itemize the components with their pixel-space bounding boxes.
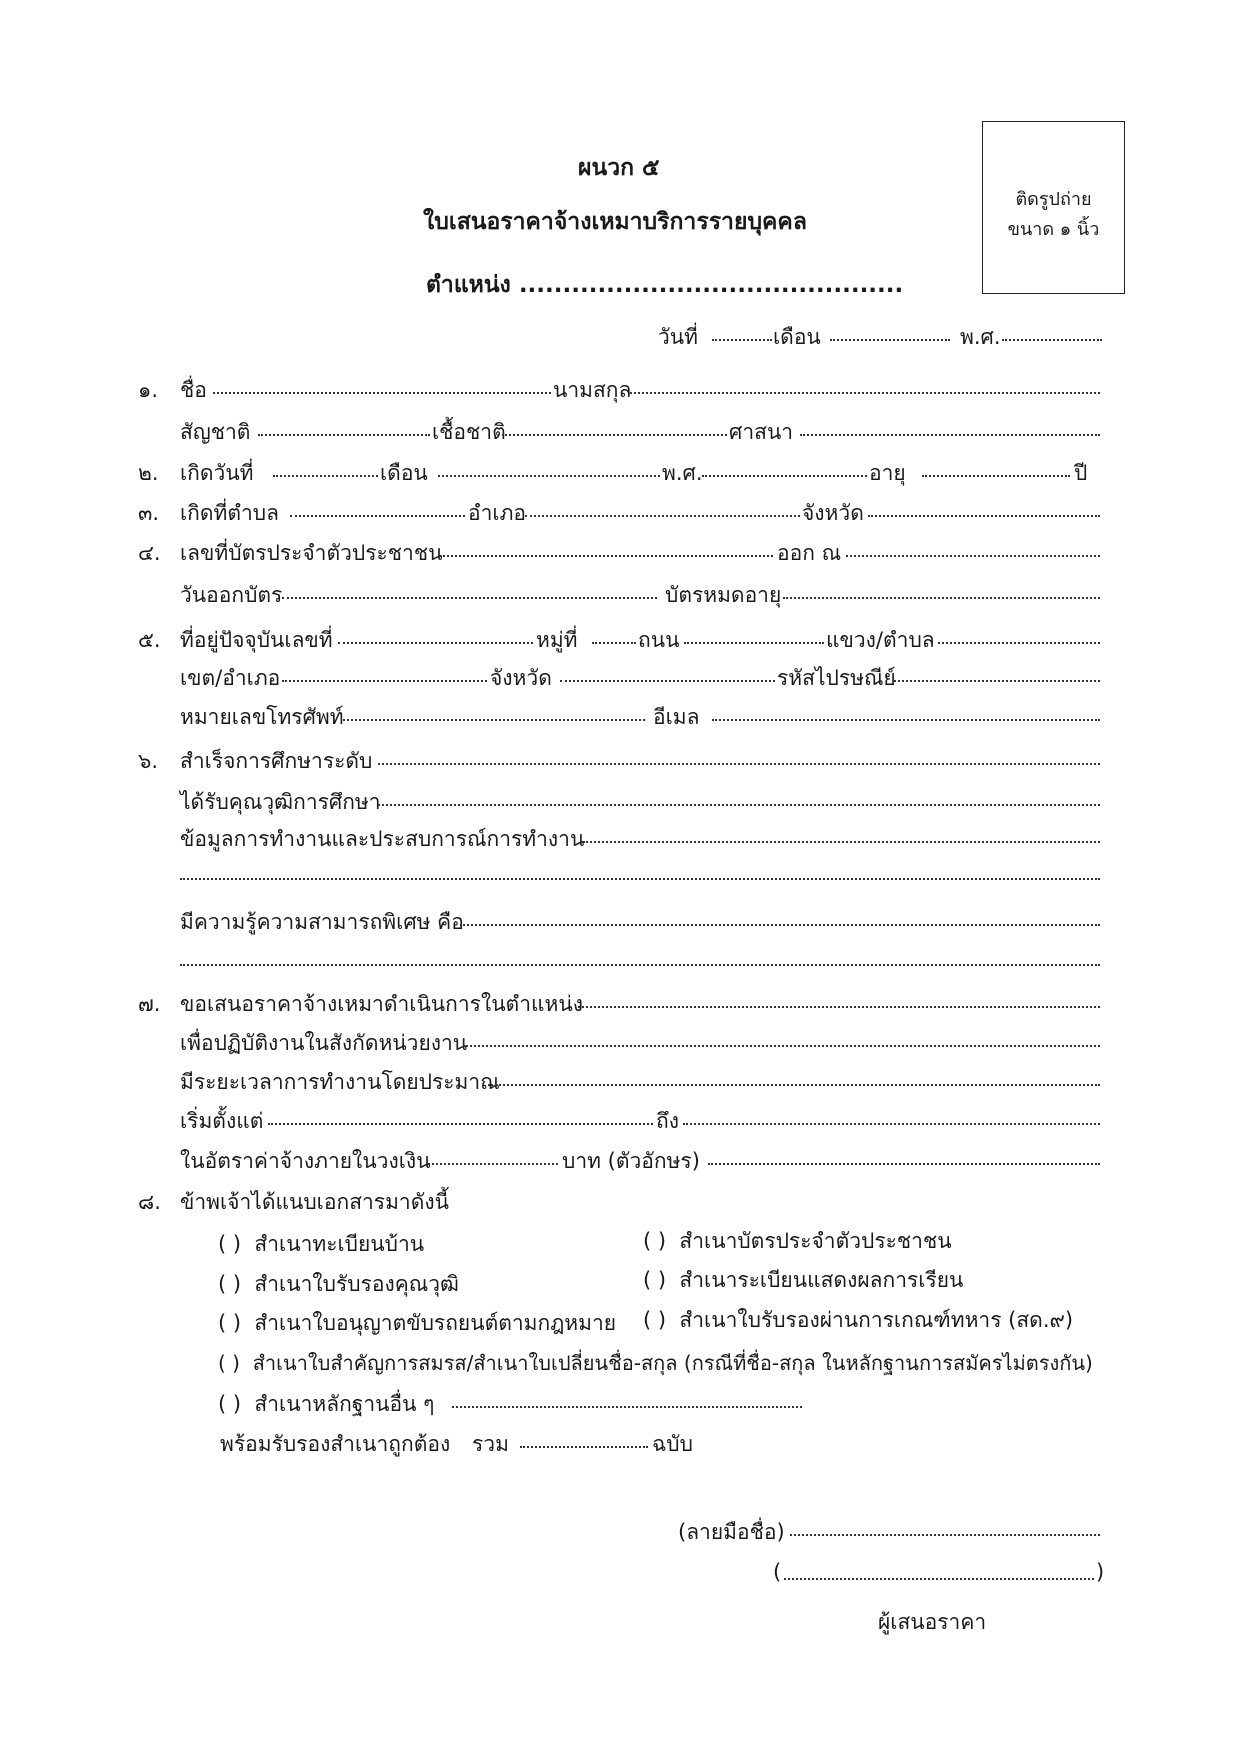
address-district-field[interactable] [282,680,487,682]
rate-field[interactable] [428,1163,558,1165]
certify-label: พร้อมรับรองสำเนาถูกต้อง [220,1432,451,1456]
race-label: เชื้อชาติ [432,420,506,444]
email-label: อีเมล [653,705,700,729]
section-8-row [0,1186,1240,1216]
section-4-number: ๔. [138,541,161,565]
section-4-row2 [0,579,1240,609]
phone-field[interactable] [343,719,645,721]
id-card-field[interactable] [440,555,773,557]
section-7-row4 [0,1105,1240,1135]
road-field[interactable] [684,642,824,644]
section-5-row2 [0,662,1240,692]
close-paren: ) [1096,1560,1105,1584]
checkbox[interactable]: ( ) [218,1392,242,1416]
unit-label: เพื่อปฏิบัติงานในสังกัดหน่วยงาน [180,1031,468,1055]
address-subdistrict-field[interactable] [938,642,1100,644]
attachment-label: สำเนาบัตรประจำตัวประชาชน [679,1229,952,1253]
offer-position-label: ขอเสนอราคาจ้างเหมาดำเนินการในตำแหน่ง [180,992,583,1016]
attachment-transcript[interactable] [643,1264,963,1297]
birth-day-label: เกิดวันที่ [180,461,254,485]
birth-month-field[interactable] [438,475,660,477]
issue-date-field[interactable] [282,597,657,599]
section-6-number: ๖. [138,749,159,773]
section-7-row3 [0,1066,1240,1096]
id-card-label: เลขที่บัตรประจำตัวประชาชน [180,541,443,565]
form-title: ใบเสนอราคาจ้างเหมาบริการรายบุคคล [423,209,807,235]
moo-label: หมู่ที่ [536,628,578,652]
email-field[interactable] [712,719,1100,721]
section-7-row2 [0,1027,1240,1057]
age-label: อายุ [869,461,906,485]
address-province-label: จังหวัด [490,666,552,690]
position-heading [426,267,903,303]
total-copies-field[interactable] [520,1446,648,1448]
attachment-house-registration[interactable] [218,1228,424,1261]
race-field[interactable] [502,434,727,436]
attachment-other-row [0,1388,1240,1418]
rate-text-field[interactable] [708,1163,1100,1165]
attachment-label: สำเนาใบอนุญาตขับรถยนต์ตามกฎหมาย [254,1311,617,1335]
date-day-field[interactable] [712,339,772,341]
name-field[interactable] [213,392,551,394]
birth-year-label: พ.ศ. [662,461,703,485]
surname-label: นามสกุล [553,378,632,402]
offer-position-field[interactable] [578,1006,1100,1008]
date-line [0,321,1240,351]
birth-province-label: จังหวัด [802,501,864,525]
section-5-row1 [0,624,1240,654]
birth-district-label: อำเภอ [468,501,527,525]
photo-box [982,121,1125,294]
age-field[interactable] [922,475,1070,477]
position-dots[interactable]: ............................................ [518,272,904,298]
birth-subdistrict-field[interactable] [290,515,465,517]
duration-field[interactable] [488,1084,1100,1086]
qualification-field[interactable] [378,804,1100,806]
surname-field[interactable] [630,392,1100,394]
road-label: ถนน [638,628,680,652]
education-level-label: สำเร็จการศึกษาระดับ [180,749,373,773]
attachment-label: สำเนาทะเบียนบ้าน [254,1232,425,1256]
birth-day-field[interactable] [273,475,378,477]
attachment-military-cert[interactable] [643,1304,1073,1337]
issue-date-label: วันออกบัตร [180,583,283,607]
birth-subdistrict-label: เกิดที่ตำบล [180,501,280,525]
attachments-intro: ข้าพเจ้าได้แนบเอกสารมาดังนี้ [180,1190,449,1214]
birth-year-field[interactable] [702,475,867,477]
rate-label: ในอัตราค่าจ้างภายในวงเงิน [180,1149,431,1173]
section-1-number: ๑. [138,378,159,402]
start-field[interactable] [268,1123,653,1125]
section-7-row1 [0,988,1240,1018]
birth-district-field[interactable] [525,515,800,517]
issued-at-label: ออก ณ [777,541,842,565]
address-province-field[interactable] [560,680,775,682]
religion-label: ศาสนา [729,420,794,444]
checkbox[interactable]: ( ) [643,1308,667,1332]
printed-name-field[interactable] [784,1578,1094,1580]
to-label: ถึง [656,1109,679,1133]
section-6-row1 [0,745,1240,775]
section-2-row [0,457,1240,487]
unit-field[interactable] [463,1045,1100,1047]
checkbox[interactable]: ( ) [218,1272,242,1296]
special-skills-field-2[interactable] [180,964,1100,966]
expiry-field[interactable] [783,597,1100,599]
checkbox[interactable]: ( ) [218,1232,242,1256]
religion-field[interactable] [800,434,1100,436]
education-level-field[interactable] [378,763,1100,765]
section-1-row2 [0,416,1240,446]
section-6-row5 [0,906,1240,936]
postcode-label: รหัสไปรษณีย์ [777,666,896,690]
attachment-other-field[interactable] [452,1406,802,1408]
total-label: รวม [472,1432,509,1456]
work-experience-field[interactable] [583,841,1100,843]
attachment-label: สำเนาใบรับรองผ่านการเกณฑ์ทหาร (สด.๙) [679,1308,1074,1332]
nationality-field[interactable] [258,434,430,436]
special-skills-field[interactable] [460,924,1100,926]
section-6-row2 [0,786,1240,816]
section-7-row5 [0,1145,1240,1175]
section-7-number: ๗. [138,992,161,1016]
attachment-label: สำเนาระเบียนแสดงผลการเรียน [679,1268,964,1292]
date-month-field[interactable] [830,339,950,341]
duration-label: มีระยะเวลาการทำงานโดยประมาณ [180,1070,500,1094]
date-day-label: วันที่ [658,325,698,349]
age-unit-label: ปี [1074,461,1088,485]
section-4-row1 [0,537,1240,567]
position-label: ตำแหน่ง [426,272,511,298]
start-label: เริ่มตั้งแต่ [180,1109,264,1133]
photo-box-line1: ติดรูปถ่าย [1015,189,1092,210]
signature-field[interactable] [790,1534,1100,1536]
checkbox[interactable]: ( ) [643,1229,667,1253]
printed-name-row [0,1560,1240,1590]
attachment-label: สำเนาหลักฐานอื่น ๆ [254,1392,435,1416]
to-field[interactable] [683,1123,1100,1125]
attachment-other[interactable] [218,1388,434,1421]
appendix-label: ผนวก ๕ [578,155,660,181]
open-paren: ( [773,1560,782,1584]
nationality-label: สัญชาติ [180,420,251,444]
section-8-number: ๘. [138,1190,161,1214]
copies-label: ฉบับ [652,1432,693,1456]
birth-province-field[interactable] [868,515,1100,517]
attachment-id-card[interactable] [643,1225,952,1258]
address-no-field[interactable] [338,642,533,644]
issued-at-field[interactable] [846,555,1100,557]
photo-box-line2: ขนาด ๑ นิ้ว [1007,219,1100,240]
section-6-row3 [0,823,1240,853]
checkbox[interactable]: ( ) [218,1351,240,1375]
section-5-number: ๕. [138,628,161,652]
section-5-row3 [0,701,1240,731]
date-month-label: เดือน [773,325,821,349]
name-label: ชื่อ [180,378,207,402]
qualification-label: ได้รับคุณวุฒิการศึกษา [180,790,381,814]
signature-label: (ลายมือชื่อ) [678,1520,785,1544]
postcode-field[interactable] [894,680,1100,682]
section-6-row4 [0,860,1240,890]
attachment-marriage-name-change[interactable] [218,1347,1093,1379]
section-2-number: ๒. [138,461,159,485]
attachment-label: สำเนาใบรับรองคุณวุฒิ [254,1272,459,1296]
checkbox[interactable]: ( ) [218,1311,242,1335]
work-experience-field-2[interactable] [180,878,1100,880]
address-no-label: ที่อยู่ปัจจุบันเลขที่ [180,628,333,652]
special-skills-label: มีความรู้ความสามารถพิเศษ คือ [180,910,464,934]
address-subdistrict-label: แขวง/ตำบล [826,628,935,652]
checkbox[interactable]: ( ) [643,1268,667,1292]
birth-month-label: เดือน [380,461,428,485]
date-year-field[interactable] [1002,339,1102,341]
attachment-driving-license[interactable] [218,1307,616,1340]
moo-field[interactable] [592,642,636,644]
work-experience-label: ข้อมูลการทำงานและประสบการณ์การทำงาน [180,827,585,851]
address-district-label: เขต/อำเภอ [180,666,281,690]
attachment-qualification-cert[interactable] [218,1268,459,1301]
baht-label: บาท (ตัวอักษร) [562,1149,700,1173]
attachment-label: สำเนาใบสำคัญการสมรส/สำเนาใบเปลี่ยนชื่อ-สกุล (กรณีที่ชื่อ-สกุล ในหลักฐานการสมัครไม่ตรงกัน) [252,1351,1093,1375]
signature-row [0,1516,1240,1546]
section-3-row [0,497,1240,527]
date-year-label: พ.ศ. [960,325,1001,349]
section-1-row1 [0,374,1240,404]
section-6-row6 [0,946,1240,976]
phone-label: หมายเลขโทรศัพท์ [180,705,344,729]
section-3-number: ๓. [138,501,160,525]
expiry-label: บัตรหมดอายุ [665,583,782,607]
signer-role: ผู้เสนอราคา [878,1610,987,1634]
certify-row [0,1428,1240,1458]
